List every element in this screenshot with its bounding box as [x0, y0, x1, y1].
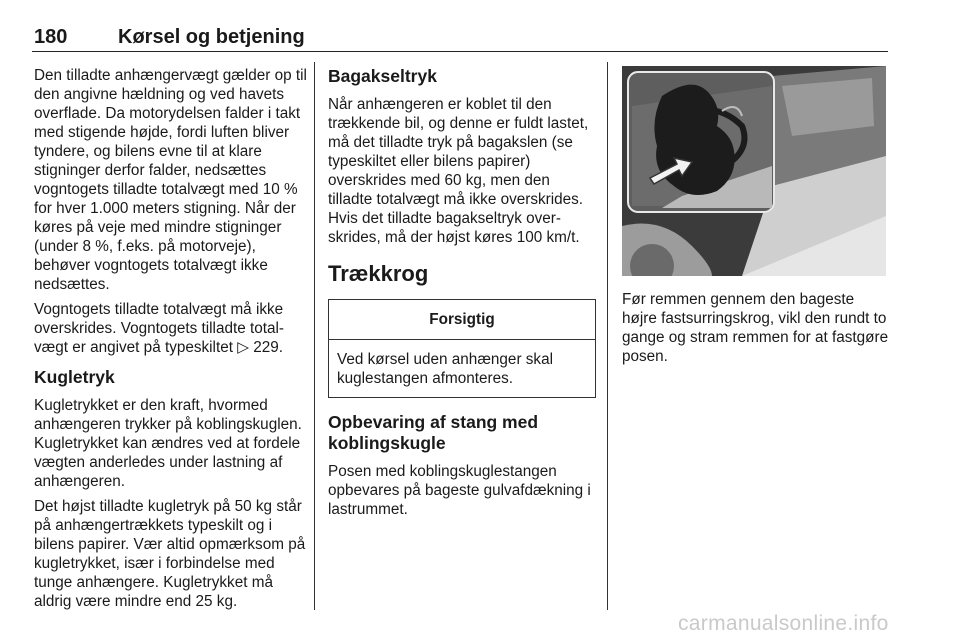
paragraph-total-weight — [34, 300, 309, 357]
page-ref-link[interactable]: 229. — [253, 339, 284, 356]
caution-title: Forsigtig — [329, 300, 595, 340]
page-ref-arrow-icon[interactable]: ▷ — [237, 339, 249, 356]
column-middle — [328, 66, 596, 525]
page-number: 180 — [34, 26, 68, 48]
caution-box — [328, 299, 596, 398]
heading-traekkrog: Trækkrog — [328, 261, 429, 286]
column-left — [34, 66, 309, 617]
paragraph-opbevaring: Posen med koblingskuglestangen opbevares på bageste gulvafdækning i lastrummet. — [328, 463, 591, 518]
column-right — [622, 66, 892, 372]
column-divider-2 — [607, 62, 608, 610]
paragraph-kugletryk-definition: Kugletrykket er den kraft, hvormed anhængeren trykker på koblingskuglen. Kugletrykket kan ændres ved at fordele vægten anderledes under lastning af anhængeren. — [34, 397, 302, 490]
heading-kugletryk: Kugletryk — [34, 367, 115, 387]
column-divider-1 — [314, 62, 315, 610]
paragraph-strap-instructions: Før remmen gennem den bageste højre fastsurringskrog, vikl den rundt to gange og stram remmen for at fastgøre posen. — [622, 291, 889, 365]
paragraph-trailer-weight-altitude: Den tilladte anhængervægt gælder op til den angivne hældning og ved havets overflade. Da motorydelsen falder i takt med stigende højde, fordi luften bliver tyndere, og bilens evne til at klare stigninger derfor falder, nedsættes vogntogets tilladte totalvægt med 10 % for hver 1.000 meters stigning. Når der køres på veje med mindre stigninger (under 8 %, f.eks. på motorveje), behøver vogntogets totalvægt ikke nedsættes. — [34, 67, 307, 293]
trunk-illustration — [622, 66, 886, 276]
watermark: carmanualsonline.info — [678, 612, 889, 635]
paragraph-kugletryk-limit: Det højst tilladte kugletryk på 50 kg står på anhængertrækkets typeskilt og i bilens papirer. Vær altid opmærksom på kugletrykket, især i forbindelse med tunge anhængere. Kugletrykket må aldrig være mindre end 25 kg. — [34, 498, 306, 610]
trunk-illustration-svg — [622, 66, 886, 276]
page-header — [32, 26, 888, 54]
heading-opbevaring: Opbevaring af stang med koblingskugle — [328, 412, 539, 453]
paragraph-bagakseltryk: Når anhængeren er koblet til den trækkende bil, og denne er fuldt lastet, må det tilladte tryk på bagakslen (se typeskiltet eller bilens papirer) overskrides med 60 kg, men den tilladte totalvægt må ikke overskrides. Hvis det tilladte bagakseltryk overskrides, må der højst køres 100 km/t. — [328, 96, 589, 246]
heading-bagakseltryk: Bagakseltryk — [328, 66, 437, 86]
chapter-title: Kørsel og betjening — [118, 26, 305, 48]
caution-text: Ved kørsel uden anhænger skal kuglestangen afmonteres. — [337, 351, 553, 387]
paragraph-total-weight-text: Vogntogets tilladte totalvægt må ikke overskrides. Vogntogets tilladte totalvægt er angivet på typeskiltet — [34, 301, 285, 356]
header-rule — [32, 51, 888, 52]
